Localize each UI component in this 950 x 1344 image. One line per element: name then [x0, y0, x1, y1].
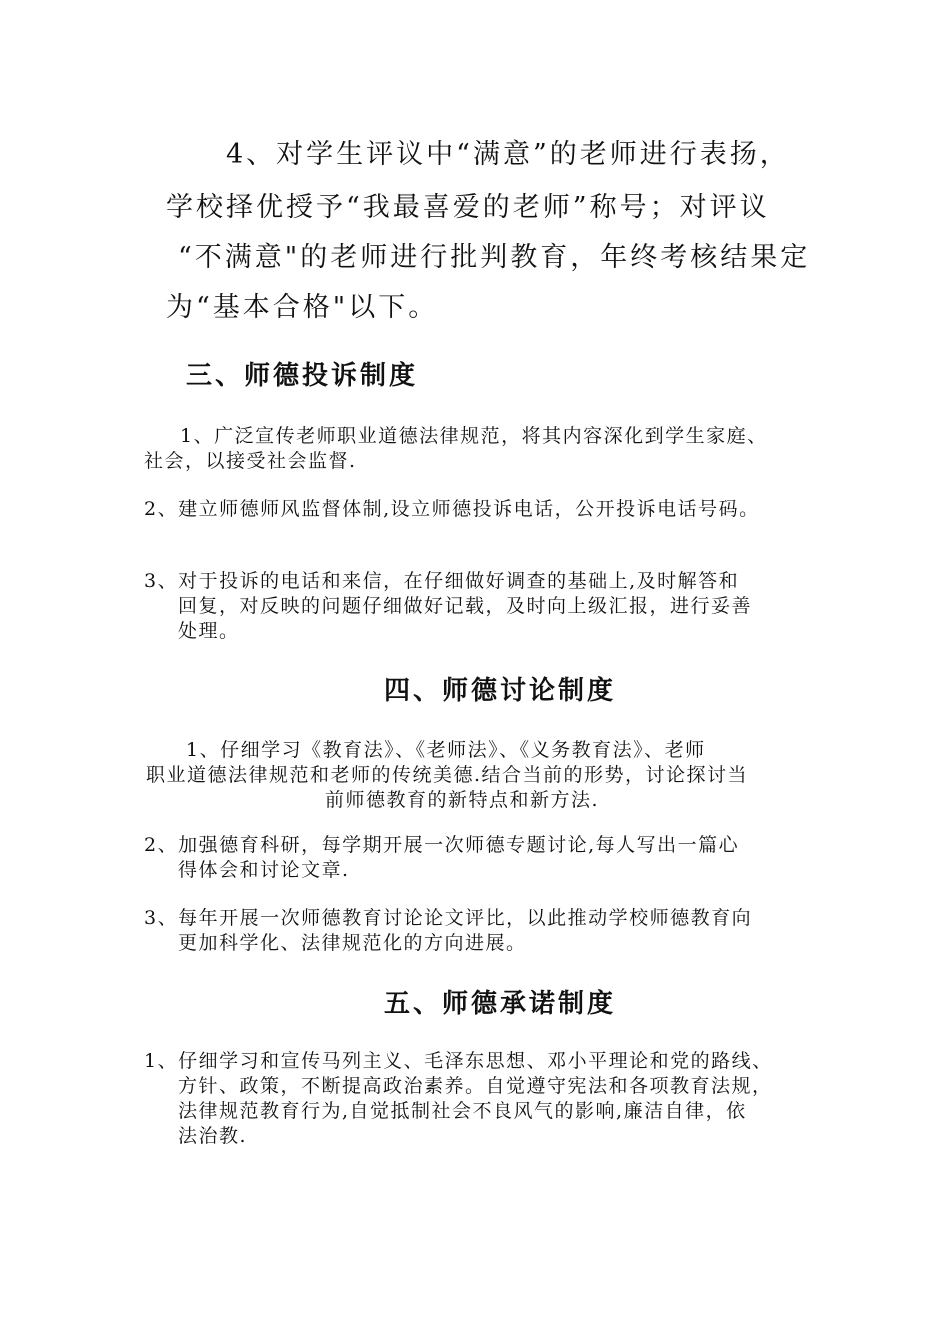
paragraph-line: 更加科学化、法律规范化的方向进展。: [178, 932, 527, 954]
section-heading-discussion: 四、师德讨论制度: [384, 676, 617, 706]
paragraph-line: 为“基本合格"以下。: [166, 292, 439, 323]
paragraph-line: 学校择优授予“我最喜爱的老师”称号；对评议: [166, 192, 770, 223]
paragraph-line: “不满意"的老师进行批判教育，年终考核结果定: [178, 242, 811, 273]
section-heading-complaint: 三、师德投诉制度: [186, 361, 419, 391]
paragraph-line: 3、每年开展一次师德教育讨论论文评比，以此推动学校师德教育向: [144, 907, 753, 929]
paragraph-line: 3、对于投诉的电话和来信，在仔细做好调查的基础上,及时解答和: [144, 570, 740, 592]
paragraph-line: 方针、政策，不断提高政治素养。自觉遵守宪法和各项教育法规，: [178, 1075, 773, 1097]
paragraph-line: 2、建立师德师风监督体制,设立师德投诉电话，公开投诉电话号码。: [144, 498, 760, 520]
paragraph-line: 1、仔细学习《教育法》、《老师法》、《义务教育法》、老师: [186, 739, 706, 761]
section-heading-commitment: 五、师德承诺制度: [384, 989, 617, 1019]
paragraph-line: 1、广泛宣传老师职业道德法律规范，将其内容深化到学生家庭、: [180, 425, 768, 447]
paragraph-line: 回复，对反映的问题仔细做好记载，及时向上级汇报，进行妥善: [178, 595, 753, 617]
paragraph-line: 法治教.: [178, 1125, 248, 1147]
paragraph-line: 1、仔细学习和宣传马列主义、毛泽东思想、邓小平理论和党的路线、: [144, 1050, 773, 1072]
paragraph-line: 职业道德法律规范和老师的传统美德.结合当前的形势，讨论探讨当: [146, 764, 749, 786]
paragraph-line: 法律规范教育行为,自觉抵制社会不良风气的影响,廉洁自律，依: [178, 1100, 747, 1122]
paragraph-line: 处理。: [178, 620, 240, 642]
paragraph-line: 4、对学生评议中“满意”的老师进行表扬，: [226, 139, 790, 170]
paragraph-line: 前师德教育的新特点和新方法.: [325, 789, 600, 811]
paragraph-line: 社会，以接受社会监督.: [144, 450, 357, 472]
paragraph-line: 2、加强德育科研，每学期开展一次师德专题讨论,每人写出一篇心: [144, 834, 740, 856]
paragraph-line: 得体会和讨论文章.: [178, 859, 350, 881]
